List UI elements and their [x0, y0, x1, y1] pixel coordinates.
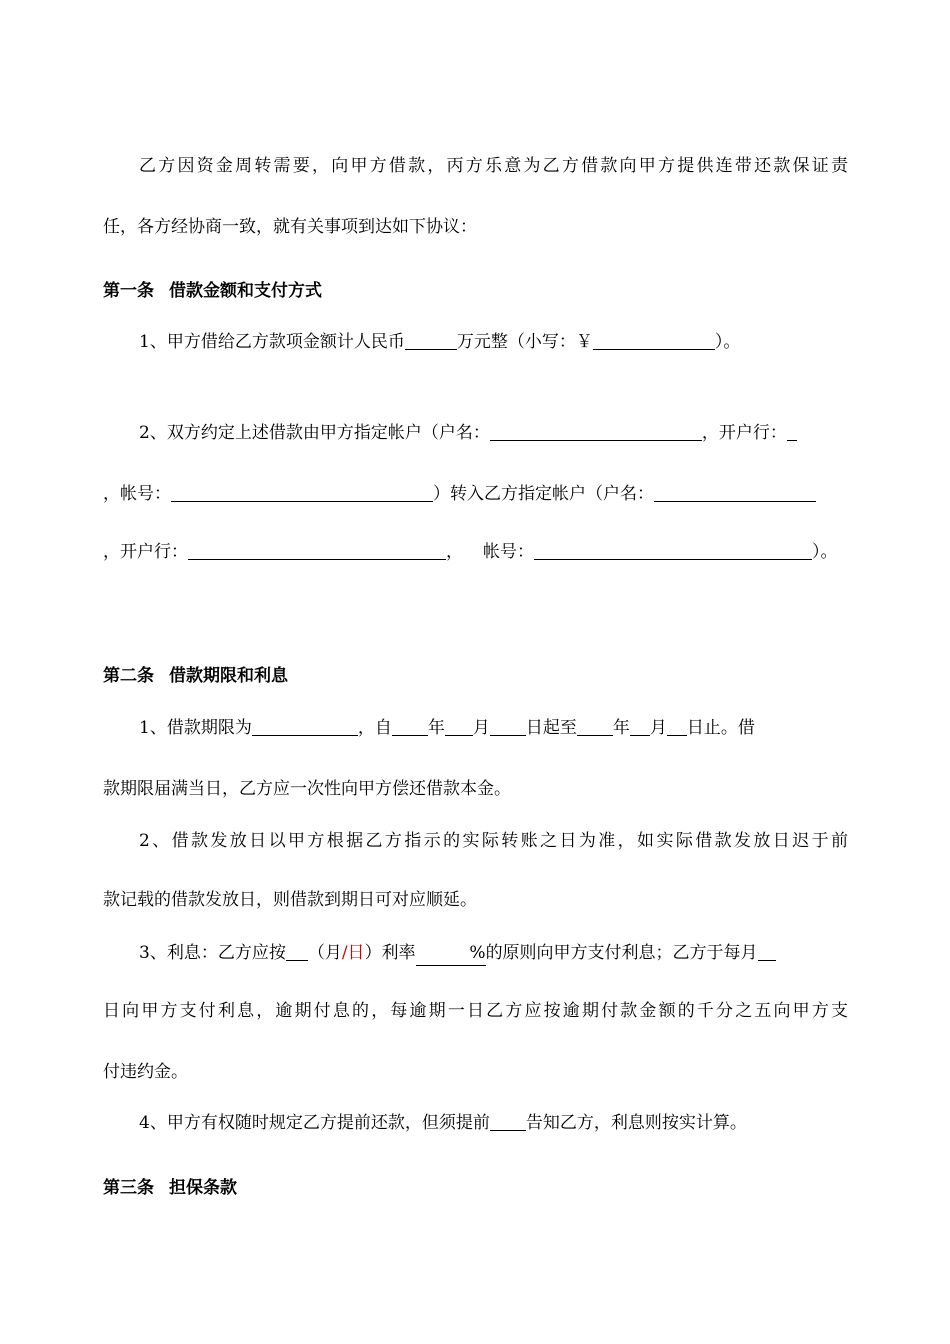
- article-1-item-1: [139, 330, 848, 354]
- item-text: 告知乙方，利息则按实计算。: [525, 1113, 747, 1133]
- item-text: ，帐号：: [103, 484, 171, 504]
- item-text: （月: [307, 943, 342, 963]
- blank-lender-account-number[interactable]: [171, 483, 433, 502]
- item-text: 帐号：: [483, 542, 534, 562]
- blank-interest-rate[interactable]: [416, 941, 486, 966]
- blank-lender-account-name[interactable]: [490, 422, 702, 441]
- item-text: ）。: [714, 332, 741, 352]
- item-text: ，开户行：: [103, 542, 188, 562]
- article-2-item-4: [139, 1111, 848, 1135]
- blank-start-month[interactable]: [445, 717, 473, 736]
- article-2-item-2-line-1: 2、借款发放日以甲方根据乙方指示的实际转账之日为准，如实际借款发放日迟于前: [139, 831, 848, 851]
- blank-start-year[interactable]: [392, 717, 428, 736]
- blank-loan-term[interactable]: [252, 717, 358, 736]
- item-text: 万元整（小写：￥: [456, 332, 593, 352]
- intro-line-1: 乙方因资金周转需要，向甲方借款，丙方乐意为乙方借款向甲方提供连带还款保证责: [139, 156, 848, 176]
- item-text: 年: [427, 718, 445, 738]
- item-text: 年: [612, 718, 630, 738]
- item-text: 月: [472, 718, 490, 738]
- blank-end-month[interactable]: [630, 717, 650, 736]
- article-2-heading: [103, 664, 848, 688]
- intro-line-2: 任，各方经协商一致，就有关事项到达如下协议：: [103, 217, 477, 237]
- article-number: 第三条: [103, 1178, 154, 1198]
- article-title: 借款期限和利息: [169, 666, 288, 686]
- item-text: 1、甲方借给乙方款项金额计人民币: [139, 332, 405, 352]
- article-title: 借款金额和支付方式: [169, 281, 322, 301]
- blank-end-year[interactable]: [577, 717, 613, 736]
- article-1-item-2-line-3: [103, 540, 848, 564]
- item-text: ）利率: [364, 943, 416, 963]
- blank-notice-period[interactable]: [490, 1112, 526, 1131]
- blank-borrower-bank[interactable]: [188, 541, 446, 560]
- item-text: 的原则向甲方支付利息；乙方于每月: [485, 943, 758, 963]
- article-number: 第二条: [103, 666, 154, 686]
- blank-end-day[interactable]: [667, 717, 687, 736]
- item-text: ）转入乙方指定帐户（户名：: [433, 484, 654, 504]
- article-2-item-3-line-2: 日向甲方支付利息，逾期付息的，每逾期一日乙方应按逾期付款金额的千分之五向甲方支: [103, 1001, 848, 1021]
- article-1-heading: [103, 279, 848, 303]
- item-text: ，开户行：: [701, 423, 787, 443]
- article-3-heading: [103, 1176, 848, 1200]
- blank-borrower-account-name[interactable]: [654, 483, 816, 502]
- blank-payment-day[interactable]: [758, 942, 776, 961]
- article-2-item-3-line-3: 付违约金。: [103, 1062, 188, 1082]
- percent-sign: %: [469, 943, 486, 963]
- item-text: 4、甲方有权随时规定乙方提前还款，但须提前: [139, 1113, 490, 1133]
- item-text: 月: [649, 718, 667, 738]
- item-text: 3、利息：乙方应按: [139, 943, 286, 963]
- item-text: 2、双方约定上述借款由甲方指定帐户（户名：: [139, 423, 490, 443]
- article-2-item-1-line-1: [139, 716, 848, 740]
- highlighted-text: /日: [341, 943, 365, 963]
- article-2-item-2-line-2: 款记载的借款发放日，则借款到期日可对应顺延。: [103, 890, 477, 910]
- blank-rate-basis[interactable]: [286, 942, 308, 961]
- item-text: 日起至: [525, 718, 577, 738]
- article-2-item-1-line-2: 款期限届满当日，乙方应一次性向甲方偿还借款本金。: [103, 779, 511, 799]
- blank-lender-bank[interactable]: [787, 422, 797, 441]
- article-1-item-2-line-2: [103, 482, 848, 506]
- article-2-item-3-line-1: [139, 941, 848, 966]
- article-number: 第一条: [103, 281, 154, 301]
- item-text: 日止。借: [686, 718, 755, 738]
- item-text: ，: [446, 542, 463, 562]
- blank-borrower-account-number[interactable]: [534, 541, 812, 560]
- article-1-item-2-line-1: [139, 421, 848, 445]
- blank-amount-wan[interactable]: [405, 331, 457, 350]
- article-title: 担保条款: [169, 1178, 237, 1198]
- blank-start-day[interactable]: [490, 717, 526, 736]
- item-text: ，自: [357, 718, 392, 738]
- blank-amount-lowercase[interactable]: [593, 331, 715, 350]
- item-text: 1、借款期限为: [139, 718, 252, 738]
- item-text: ）。: [812, 542, 838, 562]
